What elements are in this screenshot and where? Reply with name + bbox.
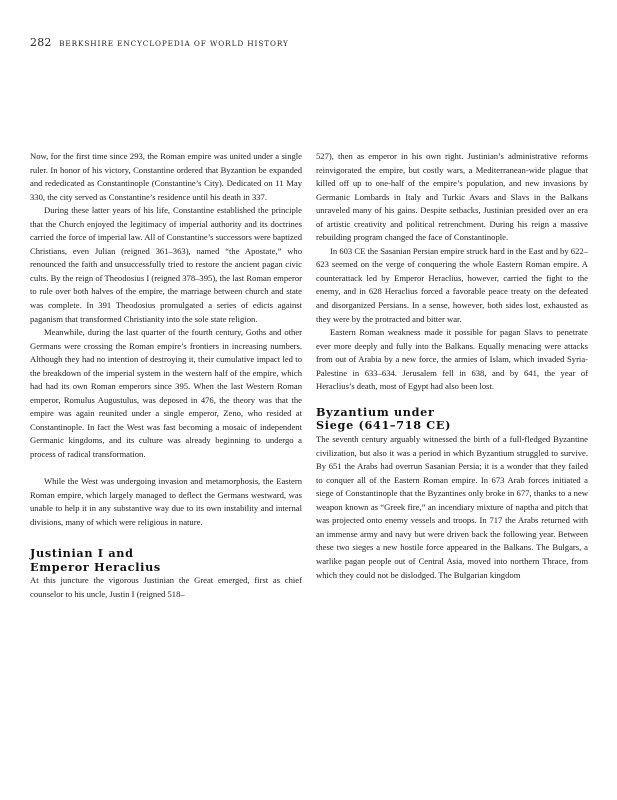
paragraph: During these latter years of his life, Constantine established the principle that the Church enjoyed the legitimacy of imperial authority and its doctrines carried the force of imperial law. All of Constantine’s successors were baptized Christians, even Julian (reigned 361–363), named “the Apostate,” who renounced the faith and unsuccessfully tried to restore the ancient pagan civic cults. By the reign of Theodosius I (reigned 378–395), the last Roman emperor to rule over both halves of the empire, the marriage between church and state was complete. In 391 Theodosius promulgated a series of edicts against paganism that transformed Christianity into the sole state religion.: [30, 205, 302, 324]
heading-line: Justinian I and: [30, 546, 134, 561]
section-heading: [30, 547, 302, 574]
paragraph: 527), then as emperor in his own right. Justinian’s administrative reforms reinvigorated the empire, but costly wars, a Mediterranean-wide plague that killed off up to one-half of the empire’s population, and new invasions by Germanic Lombards in Italy and Turkic Avars and Slavs in the Balkans unraveled many of his gains. Despite setbacks, Justinian presided over an era of artistic creativity and political retrenchment. During his reign a massive rebuilding program changed the face of Constantinople.: [316, 151, 588, 243]
page-number: 282: [30, 36, 52, 49]
paragraph: At this juncture the vigorous Justinian the Great emerged, first as chief counselor to his uncle, Justin I (reigned 518–: [30, 575, 302, 599]
running-header: [30, 36, 289, 49]
heading-line: Byzantium under: [316, 404, 435, 419]
paragraph: While the West was undergoing invasion and metamorphosis, the Eastern Roman empire, which largely managed to deflect the Germans westward, was unable to help it in any substantive way due to its own instability and internal divisions, many of which were religious in nature.: [30, 476, 302, 527]
heading-line: Emperor Heraclius: [30, 559, 161, 574]
right-column: [316, 150, 588, 582]
running-title: BERKSHIRE ENCYCLOPEDIA OF WORLD HISTORY: [59, 39, 289, 48]
paragraph: The seventh century arguably witnessed the birth of a full-fledged Byzantine civilization, but also it was a period in which Byzantium struggled to survive. By 651 the Arabs had overrun Sasanian Persia; it is a wonder that they failed to conquer all of the Eastern Roman empire. In 673 Arab forces initiated a siege of Constantinople that the Byzantines only broke in 677, thanks to a new weapon known as “Greek fire,” an incendiary mixture of naptha and pitch that was projected onto enemy vessels and troops. In 717 the Arabs returned with an immense army and navy but were driven back the following year. Between these two sieges a new hostile force appeared in the Balkans. The Bulgars, a warlike pagan people out of Central Asia, moved into northern Thrace, from which they could not be dislodged. The Bulgarian kingdom: [316, 434, 588, 580]
heading-line: Siege (641–718 CE): [316, 418, 452, 433]
section-heading: [316, 406, 588, 433]
paragraph: Eastern Roman weakness made it possible for pagan Slavs to penetrate ever more deeply and fully into the Balkans. Equally menacing were attacks from out of Arabia by a new force, the armies of Islam, which invaded Syria-Palestine in 633–634. Jerusalem fell in 638, and by 641, the year of Heraclius’s death, most of Egypt had also been lost.: [316, 327, 588, 392]
paragraph: Meanwhile, during the last quarter of the fourth century, Goths and other Germans were crossing the Roman empire’s frontiers in increasing numbers. Although they had no intention of destroying it, their cumulative impact led to the breakdown of the imperial system in the western half of the empire, which had had its own Roman emperors since 395. When the last Western Roman emperor, Romulus Augustulus, was deposed in 476, the theory was that the empire was again reunited under a single emperor, Zeno, who resided at Constantinople. In fact the West was fast becoming a mosaic of independent Germanic kingdoms, and its culture was already beginning to undergo a process of radical transformation.: [30, 327, 302, 460]
paragraph: Now, for the first time since 293, the Roman empire was united under a single ruler. In honor of his victory, Constantine ordered that Byzantion be expanded and rededicated as Constantinople (Constantine’s City). Dedicated on 11 May 330, the city served as Constantine’s residence until his death in 337.: [30, 151, 302, 202]
paragraph: In 603 CE the Sasanian Persian empire struck hard in the East and by 622–623 seemed on the verge of conquering the whole Eastern Roman empire. A counterattack led by Emperor Heraclius, however, carried the fight to the enemy, and in 628 Heraclius forced a favorable peace treaty on the defeated and disorganized Persians. In a sense, however, both sides lost, exhausted as they were by the protracted and bitter war.: [316, 245, 588, 324]
left-column: [30, 150, 302, 602]
